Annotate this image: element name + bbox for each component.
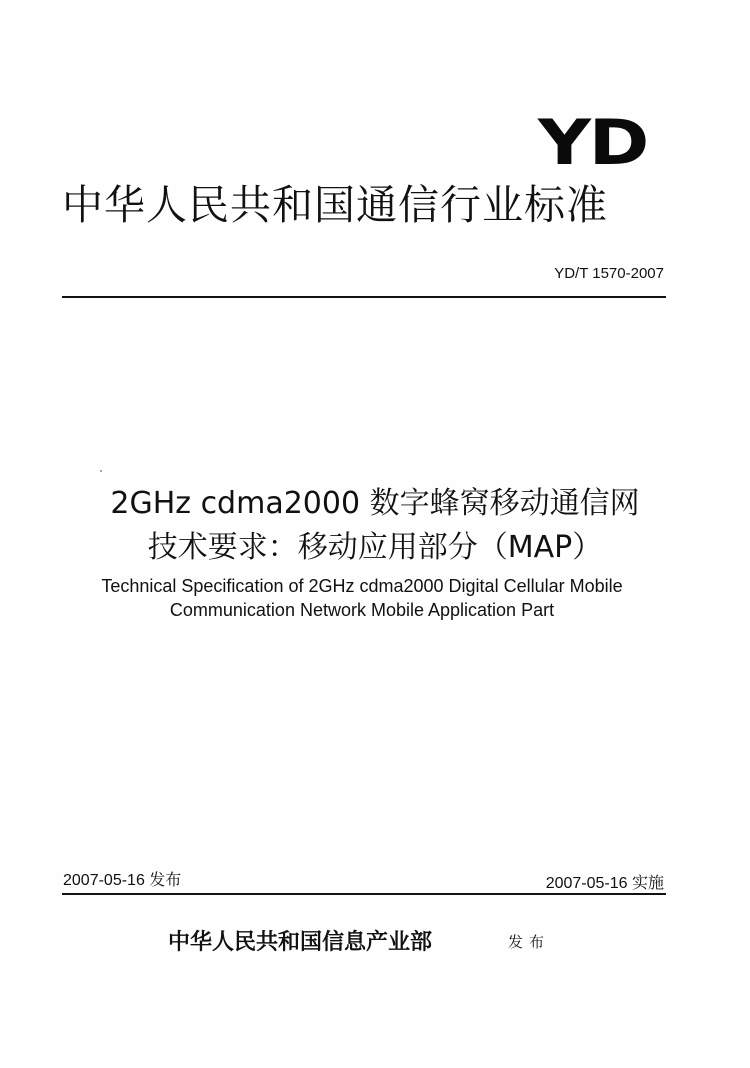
issue-date: 2007-05-16 发布 (63, 872, 182, 889)
yd-logo: YD (538, 106, 648, 179)
standard-category-title: 中华人民共和国通信行业标准 (62, 181, 608, 229)
implementation-date: 2007-05-16 实施 (545, 875, 664, 892)
publisher-name: 中华人民共和国信息产业部 (168, 929, 433, 955)
publish-label: 发布 (508, 933, 551, 951)
bottom-divider (62, 893, 666, 895)
top-divider (62, 296, 666, 298)
document-title-cn-line1: 2GHz cdma2000 数字蜂窝移动通信网 (110, 486, 640, 521)
scan-speck (100, 470, 102, 472)
document-title-en-line1: Technical Specification of 2GHz cdma2000 Digital Cellular Mobile (101, 576, 623, 596)
standard-number: YD/T 1570-2007 (554, 265, 664, 282)
document-title-cn-line2: 技术要求：移动应用部分（MAP） (147, 530, 603, 565)
document-title-en-line2: Communication Network Mobile Application Part (169, 600, 555, 620)
